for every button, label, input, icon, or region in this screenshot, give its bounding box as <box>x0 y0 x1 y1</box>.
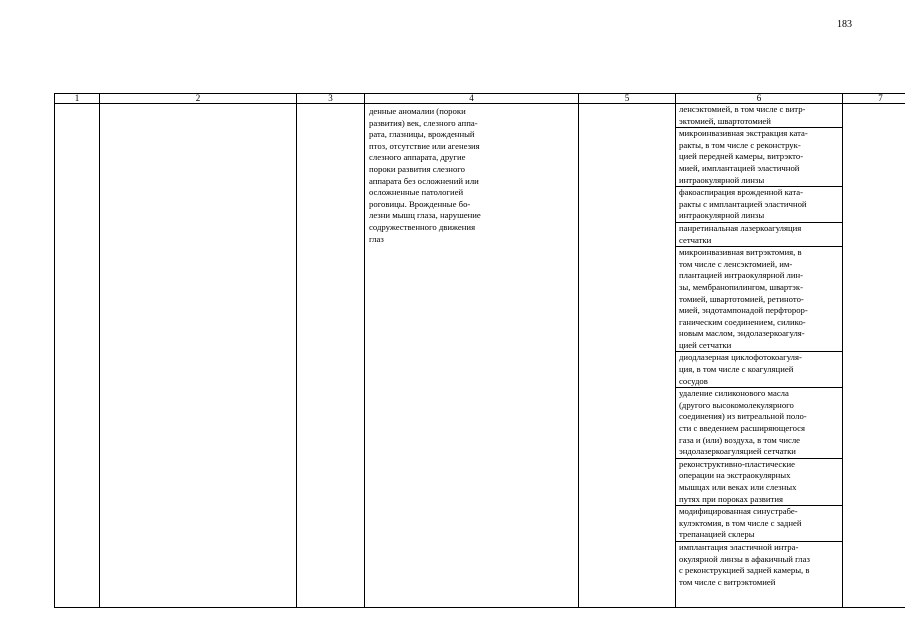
treatment-entry <box>676 506 842 542</box>
treatment-line: эндолазеркоагуляцией сетчатки <box>679 446 796 457</box>
treatment-line: мышцах или веках или слезных <box>679 482 797 492</box>
diagnosis-line: содружественного движения <box>369 221 476 232</box>
treatment-line: ракты с имплантацией эластичной <box>679 198 807 209</box>
treatment-line: кулэктомия, в том числе с задней <box>679 517 802 528</box>
header-cell-1: 1 <box>55 94 100 104</box>
treatment-entry <box>676 459 842 506</box>
diagnosis-line: пороки развития слезного <box>369 163 465 174</box>
diagnosis-line: лезни мышц глаза, нарушение <box>369 210 481 221</box>
treatment-entry <box>676 542 842 588</box>
treatment-line: мией, имплантацией эластичной <box>679 162 800 173</box>
procedures-table <box>54 93 905 608</box>
treatment-line: томией, швартотомией, ретиното- <box>679 293 804 304</box>
treatment-line: том числе с витрэктомией <box>679 576 776 587</box>
header-cell-2: 2 <box>100 94 297 104</box>
treatment-entry <box>676 187 842 223</box>
table-header-row <box>55 94 905 104</box>
treatment-line: цией передней камеры, витрэкто- <box>679 151 804 162</box>
header-cell-6: 6 <box>676 94 843 104</box>
diagnosis-line: аппарата без осложнений или <box>369 175 479 186</box>
cell-col-4-diagnosis <box>365 104 579 608</box>
treatment-entry <box>676 247 842 352</box>
diagnosis-line: денные аномалии (пороки <box>369 106 466 116</box>
treatment-line: соединения) из витреальной поло- <box>679 411 807 422</box>
cell-col-7 <box>843 104 905 608</box>
treatment-line: интраокулярной линзы <box>679 174 765 185</box>
treatment-line: удаление силиконового масла <box>679 388 789 399</box>
treatment-line: интраокулярной линзы <box>679 210 765 221</box>
treatment-line: операции на экстраокулярных <box>679 470 791 481</box>
treatment-line: зы, мембранопилингом, швартэк- <box>679 281 803 292</box>
treatment-line: ганическим соединением, силико- <box>679 316 806 327</box>
treatment-line: микроинвазивная экстракция ката- <box>679 128 808 139</box>
header-cell-4: 4 <box>365 94 579 104</box>
cell-col-6-treatments <box>676 104 843 608</box>
diagnosis-line: осложненные патологией <box>369 187 464 198</box>
diagnosis-line: птоз, отсутствие или агенезия <box>369 140 480 151</box>
treatment-line: ленсэктомией, в том числе с витр- <box>679 104 806 114</box>
cell-col-5 <box>579 104 676 608</box>
treatment-entry <box>676 223 842 247</box>
treatment-line: факоаспирация врожденной ката- <box>679 187 803 198</box>
diagnosis-line: развития) век, слезного аппа- <box>369 117 478 128</box>
treatment-line: новым маслом, эндолазеркоагуля- <box>679 328 805 339</box>
treatment-line: плантацией интраокулярной лин- <box>679 270 804 281</box>
treatment-line: мией, эндотампонадой перфторор- <box>679 305 808 316</box>
page-number: 183 <box>837 19 852 30</box>
diagnosis-line: слезного аппарата, другие <box>369 152 466 163</box>
treatment-line: сти с введением расширяющегося <box>679 423 806 434</box>
treatment-entry <box>676 388 842 459</box>
treatment-line: сосудов <box>679 375 708 386</box>
treatment-list <box>676 104 842 588</box>
treatment-line: имплантация эластичной интра- <box>679 541 799 552</box>
treatment-line: путях при пороках развития <box>679 493 783 504</box>
cell-col-2 <box>100 104 297 608</box>
treatment-line: (другого высокомолекулярного <box>679 399 794 410</box>
treatment-line: ракты, в том числе с реконструк- <box>679 139 801 150</box>
treatment-line: микроинвазивная витрэктомия, в <box>679 247 802 258</box>
treatment-entry <box>676 352 842 388</box>
diagnosis-line: рата, глазницы, врожденный <box>369 129 475 140</box>
treatment-line: реконструктивно-пластические <box>679 458 796 469</box>
treatment-line: том числе с ленсэктомией, им- <box>679 258 793 269</box>
treatment-line: эктомией, швартотомией <box>679 115 771 126</box>
table-row <box>55 104 905 608</box>
diagnosis-line: роговицы. Врожденные бо- <box>369 198 471 209</box>
cell-col-3 <box>297 104 365 608</box>
treatment-line: ция, в том числе с коагуляцией <box>679 364 794 375</box>
treatment-line: трепанацией склеры <box>679 529 755 540</box>
header-cell-5: 5 <box>579 94 676 104</box>
treatment-line: с реконструкцией задней камеры, в <box>679 565 810 576</box>
treatment-line: газа и (или) воздуха, в том числе <box>679 434 801 445</box>
treatment-line: панретинальная лазеркоагуляция <box>679 222 802 233</box>
treatment-line: цией сетчатки <box>679 339 732 350</box>
treatment-line: окулярной линзы в афакичный глаз <box>679 553 810 564</box>
header-cell-3: 3 <box>297 94 365 104</box>
diagnosis-line: глаз <box>369 233 384 244</box>
treatment-entry <box>676 104 842 128</box>
treatment-entry <box>676 128 842 187</box>
treatment-line: сетчатки <box>679 234 712 245</box>
header-cell-7: 7 <box>843 94 905 104</box>
diagnosis-text <box>365 104 578 245</box>
treatment-line: модифицированная синустрабе- <box>679 506 798 517</box>
cell-col-1 <box>55 104 100 608</box>
treatment-line: диодлазерная циклофотокоагуля- <box>679 352 802 363</box>
